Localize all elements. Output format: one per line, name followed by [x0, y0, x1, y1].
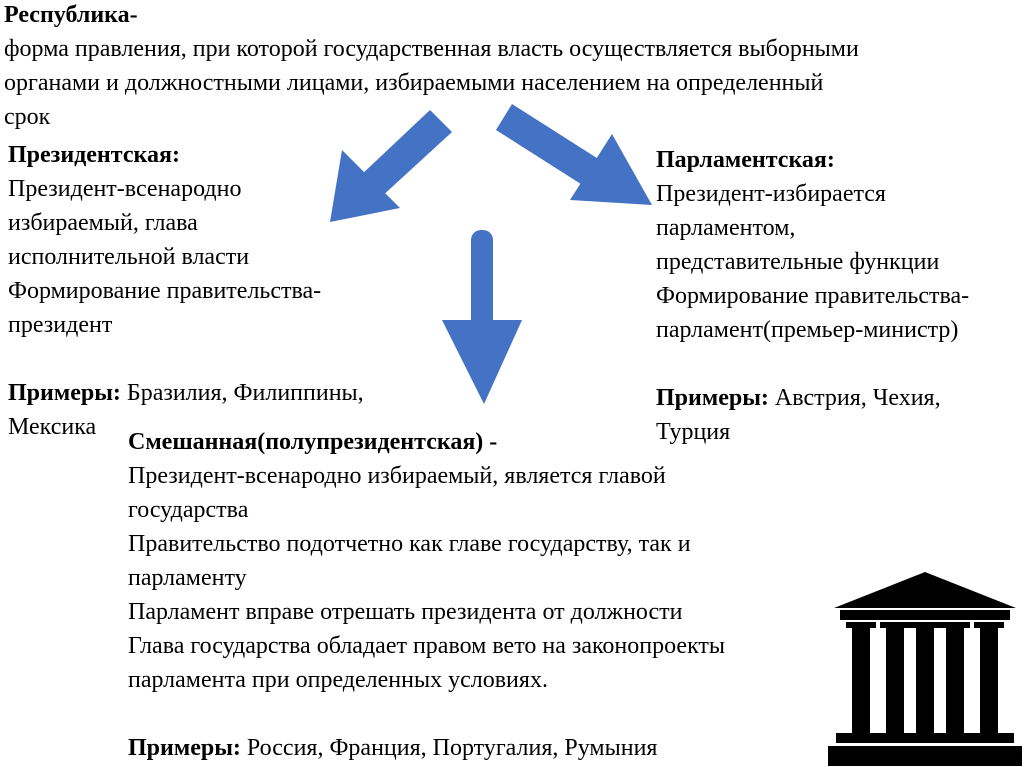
presidential-examples-text: Бразилия, Филиппины,: [120, 380, 364, 406]
presidential-line-1: Президент-всенародно: [8, 176, 242, 202]
mixed-examples: [128, 731, 725, 765]
mixed-line-7: парламента при определенных условиях.: [128, 667, 548, 693]
mixed-line-3: Правительство подотчетно как главе государству, так и: [128, 531, 691, 557]
parliamentary-line-1: Президент-избирается: [656, 181, 886, 207]
parliamentary-examples: [656, 381, 969, 415]
presidential-line-5: президент: [8, 312, 113, 338]
presidential-line-4: Формирование правительства-: [8, 278, 322, 304]
arrow-to-mixed: [442, 230, 522, 404]
presidential-block: [8, 138, 364, 444]
presidential-examples: [8, 376, 364, 410]
republic-line-2: органами и должностными лицами, избираемыми населением на определенный: [4, 70, 824, 96]
mixed-line-6: Глава государства обладает правом вето на законопроекты: [128, 633, 726, 659]
mixed-line-2: государства: [128, 497, 249, 523]
mixed-title: Смешанная(полупрезидентская) -: [128, 429, 498, 455]
presidential-line-3: исполнительной власти: [8, 244, 250, 270]
parliamentary-block: [656, 143, 969, 449]
mixed-examples-label: Примеры:: [128, 735, 241, 761]
mixed-line-4: парламенту: [128, 565, 247, 591]
parliamentary-line-5: парламент(премьер-министр): [656, 317, 959, 343]
parliamentary-examples-label: Примеры:: [656, 385, 769, 411]
republic-line-3: срок: [4, 104, 51, 130]
presidential-examples-label: Примеры:: [8, 380, 121, 406]
parliamentary-title: Парламентская:: [656, 147, 835, 173]
republic-line-1: форма правления, при которой государственная власть осуществляется выборными: [4, 36, 859, 62]
parliamentary-line-4: Формирование правительства-: [656, 283, 970, 309]
mixed-line-5: Парламент вправе отрешать президента от должности: [128, 599, 683, 625]
government-building-icon: [826, 570, 1024, 767]
mixed-block: [128, 425, 725, 765]
parliamentary-line-2: парламентом,: [656, 215, 796, 241]
republic-block: [4, 0, 859, 134]
mixed-examples-text: Россия, Франция, Португалия, Румыния: [240, 735, 658, 761]
parliamentary-examples-text: Австрия, Чехия,: [768, 385, 941, 411]
presidential-examples-cont: Мексика: [8, 414, 97, 440]
mixed-line-1: Президент-всенародно избираемый, является главой: [128, 463, 666, 489]
presidential-line-2: избираемый, глава: [8, 210, 198, 236]
parliamentary-examples-cont: Турция: [656, 419, 731, 445]
republic-title: Республика-: [4, 2, 138, 28]
presidential-title: Президентская:: [8, 142, 180, 168]
parliamentary-line-3: представительные функции: [656, 249, 940, 275]
